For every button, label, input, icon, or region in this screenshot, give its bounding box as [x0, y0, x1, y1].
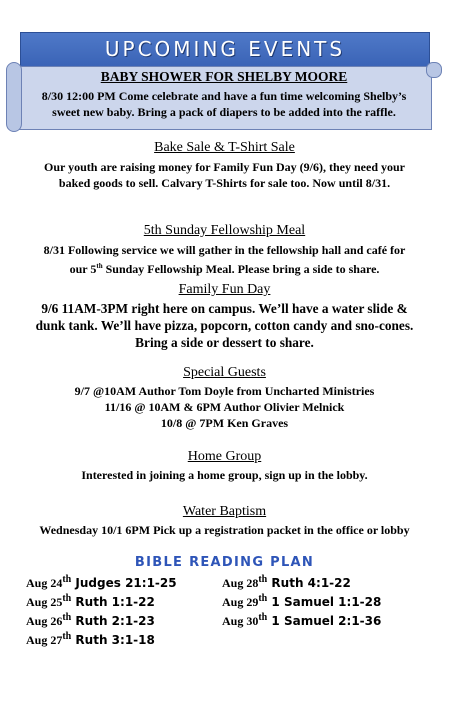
reading-date-suffix: th [258, 574, 268, 585]
reading-plan-row [222, 574, 381, 593]
reading-reference: Judges 21:1-25 [71, 576, 177, 590]
fun-day-title: Family Fun Day [178, 282, 271, 297]
reading-date: Aug 28 [222, 576, 259, 590]
fellowship-line-2 [0, 258, 449, 277]
baptism-section [0, 503, 449, 538]
baby-shower-line-1: 8/30 12:00 PM Come celebrate and have a fun time welcoming Shelby’s [41, 89, 407, 103]
reading-date: Aug 24 [26, 576, 63, 590]
fellowship-line-1: 8/31 Following service we will gather in the fellowship hall and café for [43, 243, 406, 257]
guests-line-1: 9/7 @10AM Author Tom Doyle from Uncharted Ministries [74, 384, 375, 398]
guests-section [0, 364, 449, 431]
fellowship-line-2-a: our 5 [69, 262, 97, 276]
reading-reference: Ruth 4:1-22 [267, 576, 351, 590]
reading-date: Aug 26 [26, 614, 63, 628]
baby-shower-scroll [6, 62, 442, 130]
reading-plan-row [222, 612, 381, 631]
bake-sale-section [0, 139, 449, 191]
guests-line-2: 11/16 @ 10AM & 6PM Author Olivier Melnick [104, 400, 345, 414]
bake-sale-title: Bake Sale & T-Shirt Sale [154, 140, 295, 155]
guests-title: Special Guests [183, 365, 266, 380]
baby-shower-text [24, 88, 424, 120]
fellowship-line-2-b: Sunday Fellowship Meal. Please bring a side to share. [102, 262, 380, 276]
reading-plan-row [26, 574, 177, 593]
reading-date-suffix: th [258, 593, 268, 604]
bake-sale-line-2: baked goods to sell. Calvary T-Shirts for sale too. Now until 8/31. [58, 176, 391, 190]
fellowship-line-2-sup: th [96, 262, 103, 270]
home-group-text: Interested in joining a home group, sign up in the lobby. [81, 468, 368, 482]
fun-day-line-2: dunk tank. We’ll have pizza, popcorn, cotton candy and sno-cones. [35, 318, 414, 333]
reading-date: Aug 27 [26, 633, 63, 647]
reading-date-suffix: th [62, 612, 72, 623]
page-title: UPCOMING EVENTS [104, 37, 346, 61]
fun-day-text [0, 300, 449, 351]
reading-date: Aug 29 [222, 595, 259, 609]
reading-plan-right-column [222, 574, 381, 631]
reading-date: Aug 30 [222, 614, 259, 628]
guests-line-3: 10/8 @ 7PM Ken Graves [160, 416, 289, 430]
reading-plan-row [26, 593, 177, 612]
fun-day-line-3: Bring a side or dessert to share. [135, 335, 314, 350]
fun-day-line-1: 9/6 11AM-3PM right here on campus. We’ll have a water slide & [41, 301, 408, 316]
fellowship-title: 5th Sunday Fellowship Meal [143, 223, 306, 238]
guests-text [0, 383, 449, 431]
reading-date: Aug 25 [26, 595, 63, 609]
reading-reference: 1 Samuel 2:1-36 [267, 614, 382, 628]
reading-plan-row [26, 612, 177, 631]
baby-shower-line-2: sweet new baby. Bring a pack of diapers to be added into the raffle. [52, 105, 396, 119]
baptism-title: Water Baptism [182, 504, 267, 519]
reading-plan-title: BIBLE READING PLAN [134, 555, 315, 570]
baptism-text: Wednesday 10/1 6PM Pick up a registration packet in the office or lobby [39, 523, 410, 537]
bake-sale-text [0, 159, 449, 191]
fellowship-section [0, 222, 449, 277]
home-group-title: Home Group [187, 449, 262, 464]
home-group-section [0, 448, 449, 483]
reading-plan-row [26, 631, 177, 650]
fellowship-text [0, 242, 449, 277]
bake-sale-line-1: Our youth are raising money for Family Fun Day (9/6), they need your [44, 160, 405, 174]
reading-plan-left-column [26, 574, 177, 650]
reading-date-suffix: th [62, 593, 72, 604]
reading-reference: Ruth 2:1-23 [71, 614, 155, 628]
reading-reference: Ruth 1:1-22 [71, 595, 155, 609]
baby-shower-title: BABY SHOWER FOR SHELBY MOORE [100, 69, 348, 84]
reading-reference: Ruth 3:1-18 [71, 633, 155, 647]
fun-day-section [0, 281, 449, 351]
reading-date-suffix: th [258, 612, 268, 623]
reading-date-suffix: th [62, 574, 72, 585]
reading-plan-row [222, 593, 381, 612]
reading-reference: 1 Samuel 1:1-28 [267, 595, 382, 609]
reading-date-suffix: th [62, 631, 72, 642]
